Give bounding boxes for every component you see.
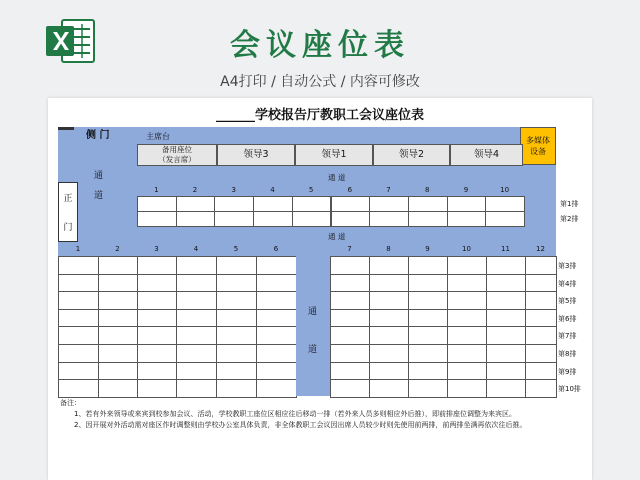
main-seat[interactable] bbox=[176, 309, 217, 328]
main-seat[interactable] bbox=[216, 256, 257, 275]
main-seat-number: 12 bbox=[536, 245, 545, 253]
row-label: 第5排 bbox=[558, 297, 577, 306]
front-seat-number: 5 bbox=[308, 186, 314, 194]
main-seat[interactable] bbox=[330, 291, 370, 310]
front-seat-number: 9 bbox=[463, 186, 469, 194]
main-seat[interactable] bbox=[176, 362, 217, 381]
stage-seat-label: 领导3 bbox=[243, 149, 269, 160]
main-seat[interactable] bbox=[216, 291, 257, 310]
main-door-char-2: 门 bbox=[63, 223, 73, 233]
main-seat[interactable] bbox=[369, 291, 409, 310]
main-seat[interactable] bbox=[98, 326, 138, 345]
stage-seat-label: 领导2 bbox=[398, 149, 425, 160]
main-door-char-1: 正 bbox=[63, 194, 73, 204]
sheet-title-blank[interactable]: ______ bbox=[215, 108, 255, 123]
main-seat[interactable] bbox=[486, 326, 526, 345]
front-seat[interactable] bbox=[292, 211, 332, 227]
main-seat[interactable] bbox=[447, 291, 487, 310]
front-seat[interactable] bbox=[253, 196, 293, 212]
notes-title: 备注： bbox=[60, 399, 81, 407]
main-seat[interactable] bbox=[447, 326, 487, 345]
front-seat-number: 7 bbox=[386, 186, 391, 194]
main-seat[interactable] bbox=[330, 362, 370, 381]
main-seat[interactable] bbox=[447, 362, 487, 381]
main-seat[interactable] bbox=[525, 309, 557, 328]
main-seat[interactable] bbox=[525, 344, 557, 363]
sheet-title-text: 学校报告厅教职工会议座位表 bbox=[254, 108, 424, 123]
main-seat[interactable] bbox=[256, 362, 297, 381]
front-seat[interactable] bbox=[369, 196, 409, 212]
main-seat[interactable] bbox=[137, 309, 177, 328]
main-seat[interactable] bbox=[330, 256, 370, 275]
main-seat-number: 5 bbox=[233, 245, 239, 253]
side-door-mark bbox=[58, 127, 74, 130]
main-seat[interactable] bbox=[216, 274, 257, 293]
front-seat[interactable] bbox=[176, 196, 216, 212]
main-seat[interactable] bbox=[408, 309, 448, 328]
main-seat[interactable] bbox=[369, 309, 409, 328]
main-seat[interactable] bbox=[58, 344, 99, 363]
main-seat[interactable] bbox=[176, 326, 217, 345]
front-seat-number: 2 bbox=[192, 186, 198, 194]
row-label: 第3排 bbox=[558, 262, 577, 270]
main-seat[interactable] bbox=[216, 379, 257, 398]
main-seat[interactable] bbox=[98, 362, 138, 381]
main-seat[interactable] bbox=[369, 344, 409, 363]
main-seat[interactable] bbox=[486, 256, 526, 275]
seating-sheet bbox=[48, 98, 592, 480]
front-seat[interactable] bbox=[137, 211, 177, 227]
main-seat[interactable] bbox=[216, 362, 257, 381]
multimedia-label-2: 设备 bbox=[530, 147, 546, 156]
front-seat[interactable] bbox=[447, 196, 487, 212]
main-seat[interactable] bbox=[525, 256, 557, 275]
front-seat-number: 10 bbox=[500, 186, 510, 194]
front-seat[interactable] bbox=[408, 211, 448, 227]
main-seat[interactable] bbox=[98, 379, 138, 398]
main-seat[interactable] bbox=[137, 379, 177, 398]
main-seat[interactable] bbox=[137, 274, 177, 293]
stage-seat-sublabel: （发言席） bbox=[158, 155, 196, 164]
main-seat[interactable] bbox=[58, 326, 99, 345]
main-seat[interactable] bbox=[216, 326, 257, 345]
main-seat[interactable] bbox=[369, 256, 409, 275]
front-seat-number: 6 bbox=[347, 186, 353, 194]
notes-block bbox=[60, 398, 580, 431]
main-seat[interactable] bbox=[137, 256, 177, 275]
main-seat[interactable] bbox=[408, 362, 448, 381]
front-seat[interactable] bbox=[137, 196, 177, 212]
main-seat[interactable] bbox=[369, 379, 409, 398]
main-seat[interactable] bbox=[216, 344, 257, 363]
side-door-label: 侧 门 bbox=[86, 130, 110, 141]
front-seat[interactable] bbox=[214, 211, 254, 227]
stage-seat-label: 备用座位 bbox=[162, 145, 192, 154]
front-seat[interactable] bbox=[485, 196, 525, 212]
main-seat[interactable] bbox=[256, 291, 297, 310]
main-seat[interactable] bbox=[369, 326, 409, 345]
row-label: 第2排 bbox=[560, 215, 579, 223]
row-label: 第6排 bbox=[558, 314, 577, 323]
stage-seat-2[interactable] bbox=[217, 144, 295, 166]
center-aisle-label-1: 通 bbox=[308, 307, 318, 317]
front-seat-number: 1 bbox=[154, 186, 159, 194]
main-seat[interactable] bbox=[408, 344, 448, 363]
main-seat-number: 2 bbox=[115, 245, 120, 253]
main-seat[interactable] bbox=[137, 344, 177, 363]
main-seat[interactable] bbox=[447, 274, 487, 293]
sheet-title bbox=[48, 104, 592, 123]
main-seat-number: 9 bbox=[425, 245, 430, 253]
main-seat[interactable] bbox=[58, 362, 99, 381]
front-seat[interactable] bbox=[408, 196, 448, 212]
multimedia-equipment[interactable] bbox=[520, 127, 556, 165]
main-seat-number: 10 bbox=[462, 245, 471, 253]
main-seat[interactable] bbox=[98, 344, 138, 363]
main-seat[interactable] bbox=[408, 256, 448, 275]
main-seat[interactable] bbox=[58, 256, 99, 275]
row-label: 第10排 bbox=[558, 385, 581, 394]
front-seat[interactable] bbox=[292, 196, 332, 212]
row-label: 第4排 bbox=[558, 279, 577, 288]
main-seat[interactable] bbox=[486, 344, 526, 363]
aisle-label-top: 通 道 bbox=[328, 173, 346, 182]
center-aisle-label-2: 道 bbox=[308, 345, 318, 355]
main-seat[interactable] bbox=[256, 326, 297, 345]
main-seat[interactable] bbox=[486, 309, 526, 328]
main-seat[interactable] bbox=[330, 309, 370, 328]
main-seat[interactable] bbox=[256, 344, 297, 363]
main-seat[interactable] bbox=[256, 379, 297, 398]
main-seat-number: 7 bbox=[347, 245, 352, 253]
front-seat[interactable] bbox=[253, 211, 293, 227]
main-seat-number: 6 bbox=[273, 245, 279, 253]
front-seat[interactable] bbox=[331, 196, 371, 212]
notes-item-2: 2、因开展对外活动需对座区作时调整则由学校办公室具体负责，非全体教职工会议因出席人员较少时则先使用前两排，前两排坐满再依次往后推。 bbox=[74, 421, 527, 429]
main-seat[interactable] bbox=[447, 379, 487, 398]
main-seat[interactable] bbox=[137, 362, 177, 381]
main-seat[interactable] bbox=[98, 274, 138, 293]
row-label: 第8排 bbox=[558, 350, 577, 358]
main-seat[interactable] bbox=[408, 326, 448, 345]
main-seat[interactable] bbox=[486, 379, 526, 398]
main-seat[interactable] bbox=[330, 379, 370, 398]
front-seat[interactable] bbox=[176, 211, 216, 227]
main-seat-number: 3 bbox=[154, 245, 159, 253]
main-seat[interactable] bbox=[98, 309, 138, 328]
main-seat[interactable] bbox=[58, 291, 99, 310]
stage-seat-label: 领导4 bbox=[473, 149, 500, 160]
main-seat-number: 11 bbox=[501, 245, 510, 253]
main-seat[interactable] bbox=[176, 291, 217, 310]
main-seat[interactable] bbox=[216, 309, 257, 328]
main-seat[interactable] bbox=[486, 362, 526, 381]
main-seat[interactable] bbox=[256, 256, 297, 275]
main-door[interactable] bbox=[58, 182, 78, 242]
front-seat[interactable] bbox=[214, 196, 254, 212]
main-seat-number: 8 bbox=[386, 245, 391, 253]
main-seat-number: 4 bbox=[193, 245, 199, 253]
row-label: 第1排 bbox=[560, 200, 579, 208]
aisle-left-label-1: 通 bbox=[94, 171, 104, 181]
main-seat[interactable] bbox=[447, 344, 487, 363]
main-seat[interactable] bbox=[58, 309, 99, 328]
main-seat[interactable] bbox=[525, 362, 557, 381]
main-seat[interactable] bbox=[525, 274, 557, 293]
main-seat[interactable] bbox=[330, 344, 370, 363]
stage-seat-5[interactable] bbox=[450, 144, 523, 166]
main-seat[interactable] bbox=[330, 326, 370, 345]
stage-seat-4[interactable] bbox=[373, 144, 450, 166]
stage-seat-3[interactable] bbox=[295, 144, 373, 166]
main-seat[interactable] bbox=[408, 274, 448, 293]
main-seat[interactable] bbox=[369, 362, 409, 381]
main-seat[interactable] bbox=[486, 291, 526, 310]
main-seat[interactable] bbox=[256, 274, 297, 293]
main-seat[interactable] bbox=[58, 274, 99, 293]
main-seat[interactable] bbox=[486, 274, 526, 293]
center-aisle bbox=[296, 256, 330, 396]
main-seat[interactable] bbox=[176, 256, 217, 275]
main-seat[interactable] bbox=[98, 256, 138, 275]
main-seat[interactable] bbox=[525, 326, 557, 345]
aisle-left-label-2: 道 bbox=[94, 191, 104, 201]
main-seat[interactable] bbox=[330, 274, 370, 293]
row-label: 第9排 bbox=[558, 367, 577, 376]
multimedia-label-1: 多媒体 bbox=[526, 136, 550, 145]
main-seat[interactable] bbox=[369, 274, 409, 293]
main-seat[interactable] bbox=[447, 309, 487, 328]
front-seat-number: 4 bbox=[270, 186, 275, 194]
main-seat[interactable] bbox=[137, 291, 177, 310]
stage-seat-1[interactable] bbox=[137, 144, 217, 166]
aisle-label-bottom: 通 道 bbox=[328, 232, 346, 241]
front-seat[interactable] bbox=[331, 211, 371, 227]
main-seat[interactable] bbox=[408, 291, 448, 310]
front-seat[interactable] bbox=[447, 211, 487, 227]
main-seat[interactable] bbox=[137, 326, 177, 345]
row-label: 第7排 bbox=[558, 332, 577, 341]
front-seat-number: 3 bbox=[231, 186, 236, 194]
main-seat[interactable] bbox=[525, 379, 557, 398]
front-seat-number: 8 bbox=[425, 186, 430, 194]
page-subtitle: A4打印 / 自动公式 / 内容可修改 bbox=[220, 74, 420, 90]
main-seat[interactable] bbox=[58, 379, 99, 398]
main-seat[interactable] bbox=[176, 344, 217, 363]
main-seat[interactable] bbox=[447, 256, 487, 275]
page-title: 会议座位表 bbox=[230, 28, 410, 63]
main-seat[interactable] bbox=[176, 274, 217, 293]
main-seat[interactable] bbox=[525, 291, 557, 310]
notes-item-1: 1、若有外来领导或来宾到校参加会议、活动，学校教职工座位区相应往后移动一排（若外来人员多则相应外后推），即前排座位调整为来宾区。 bbox=[74, 410, 516, 418]
main-seat[interactable] bbox=[256, 309, 297, 328]
main-seat[interactable] bbox=[408, 379, 448, 398]
front-seat[interactable] bbox=[369, 211, 409, 227]
front-seat[interactable] bbox=[485, 211, 525, 227]
main-seat[interactable] bbox=[176, 379, 217, 398]
main-seat-number: 1 bbox=[75, 245, 81, 253]
main-seat[interactable] bbox=[98, 291, 138, 310]
stage-seat-label: 领导1 bbox=[321, 149, 347, 160]
main-stage-label: 主席台 bbox=[146, 132, 170, 141]
